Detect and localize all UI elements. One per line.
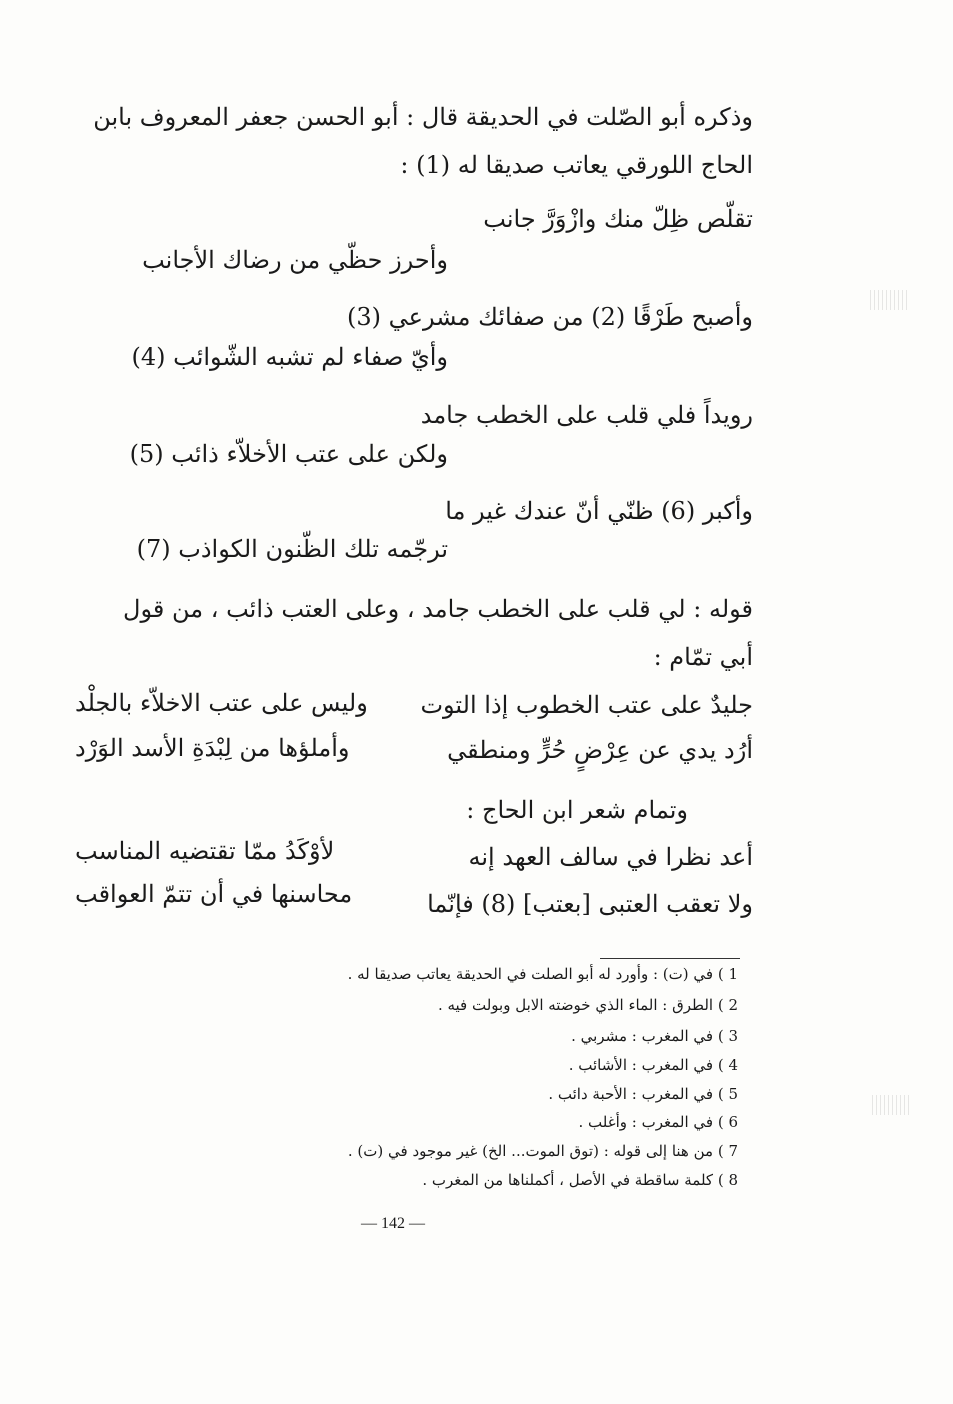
scan-artifact — [872, 1095, 912, 1115]
footnote-3: 3 ) في المغرب : مشربي . — [571, 1027, 738, 1045]
transition-line: وتمام شعر ابن الحاج : — [466, 796, 688, 824]
verse-3-second-hemistich: ولكن على عتب الأخلاّء ذائب (5) — [129, 440, 448, 468]
footnote-8: 8 ) كلمة ساقطة في الأصل ، أكملناها من المغرب . — [422, 1171, 738, 1189]
intro-line-2: الحاج اللورقي يعاتب صديقا له (1) : — [400, 151, 753, 179]
page-number: — 142 — — [361, 1215, 425, 1232]
intro-line-1: وذكره أبو الصّلت في الحديقة قال : أبو الحسن جعفر المعروف بابن — [93, 103, 753, 131]
footnote-5: 5 ) في المغرب : الأحبة دائب . — [548, 1085, 738, 1103]
verse-1-second-hemistich: وأحرز حظّي من رضاك الأجانب — [142, 246, 448, 274]
commentary-line-1: قوله : لي قلب على الخطب جامد ، وعلى العتب ذائب ، من قول — [123, 595, 753, 623]
verse-3-first-hemistich: رويداً فلي قلب على الخطب جامد — [420, 401, 753, 429]
closing-verse-2-left: محاسنها في أن تتمّ العواقب — [75, 880, 353, 908]
footnote-2: 2 ) الطرق : الماء الذي خوضته الابل وبولت فيه . — [437, 996, 738, 1014]
verse-2-second-hemistich: وأيّ صفاء لم تشبه الشّوائب (4) — [131, 343, 448, 371]
footnote-6: 6 ) في المغرب : وأغلب . — [578, 1113, 738, 1131]
closing-verse-2-right: ولا تعقب العتبى [بعتب] (8) فإنّما — [427, 890, 753, 918]
footnote-1: 1 ) في (ت) : وأورد له أبو الصلت في الحديقة يعاتب صديقا له . — [347, 965, 738, 983]
closing-verse-1-right: أعد نظرا في سالف العهد إنه — [468, 843, 753, 871]
verse-4-first-hemistich: وأكبر (6) ظنّي أنّ عندك غير ما — [445, 497, 753, 525]
abu-tammam-verse-2-right: أرُد يدي عن عِرْضٍ حُرٍّ ومنطقي — [447, 736, 753, 764]
footnote-7: 7 ) من هنا إلى قوله : (توق الموت... الخ) غير موجود في (ت) . — [347, 1142, 738, 1160]
abu-tammam-verse-1-right: جليدٌ على عتب الخطوب إذا التوت — [420, 691, 753, 719]
closing-verse-1-left: لأوْكَدُ ممّا تقتضيه المناسب — [75, 837, 335, 865]
commentary-line-2: أبي تمّام : — [653, 643, 753, 671]
abu-tammam-verse-1-left: وليس على عتب الاخلاّء بالجلْد — [75, 689, 368, 717]
verse-1-first-hemistich: تقلّص ظِلّ منك وازْوَرَّ جانب — [483, 205, 753, 233]
verse-4-second-hemistich: ترجّمه تلك الظّنون الكواذب (7) — [136, 535, 448, 563]
scan-artifact — [870, 290, 910, 310]
footnote-separator — [600, 958, 740, 959]
footnote-4: 4 ) في المغرب : الأشائب . — [568, 1056, 738, 1074]
verse-2-first-hemistich: وأصبح طَرْقًا (2) من صفائك مشرعي (3) — [347, 303, 753, 331]
abu-tammam-verse-2-left: وأملؤها من لِبْدَةِ الأسد الوَرْد — [75, 734, 350, 762]
